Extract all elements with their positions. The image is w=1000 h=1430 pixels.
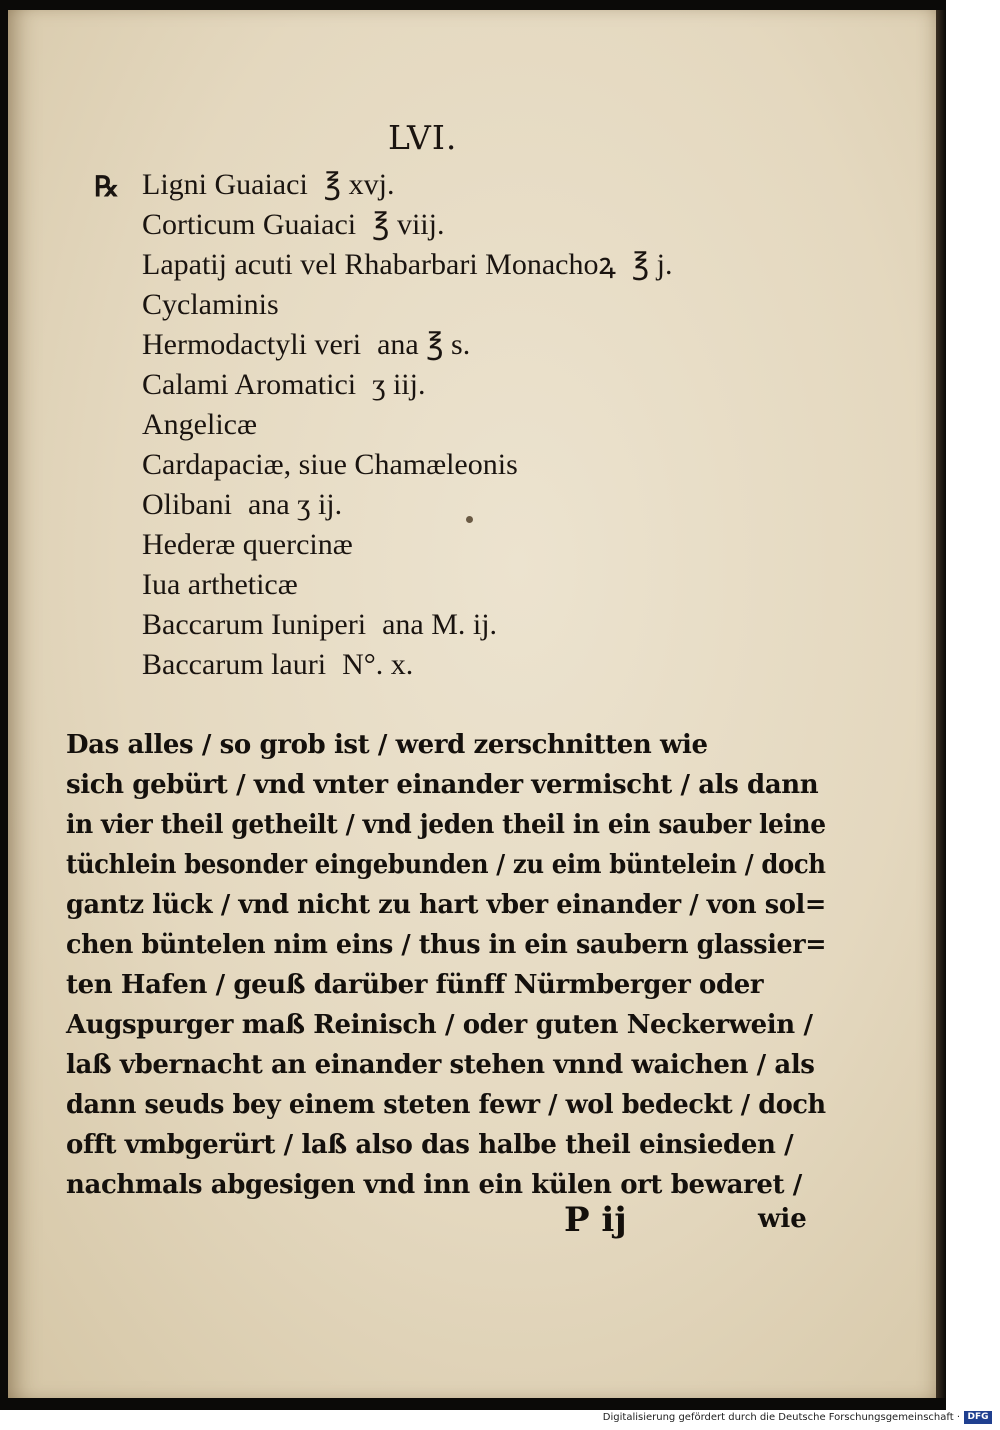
- ingredient-name: Iua artheticæ: [142, 568, 298, 601]
- ingredient-quantity: ana ʒ ij.: [248, 488, 343, 521]
- ingredient-name: Ligni Guaiaci: [142, 168, 308, 201]
- ingredient-name: Baccarum lauri: [142, 648, 327, 681]
- recipe-ingredient-list: [142, 165, 673, 685]
- ingredient-name: Olibani: [142, 488, 232, 521]
- page-edge-shadow: [936, 10, 946, 1398]
- recipe-item: [142, 205, 673, 245]
- recipe-item: [142, 565, 673, 605]
- text-line: ten Hafen / geuß darüber fünff Nürmberger oder: [66, 970, 764, 1000]
- text-line: gantz lück / vnd nicht zu hart vber einander / von sol=: [66, 890, 826, 920]
- ingredient-quantity: N°. x.: [342, 648, 414, 681]
- ingredient-quantity: ℥ viij.: [372, 208, 445, 241]
- recipe-symbol: ℞: [94, 170, 120, 203]
- german-body-text: [66, 725, 826, 1205]
- ingredient-quantity: ana M. ij.: [382, 608, 498, 641]
- text-line: dann seuds bey einem steten fewr / wol bedeckt / doch: [66, 1090, 826, 1120]
- ingredient-name: Baccarum Iuniperi: [142, 608, 367, 641]
- dfg-logo: DFG: [964, 1411, 992, 1424]
- ingredient-name: Calami Aromatici: [142, 368, 357, 401]
- digitization-credit: Digitalisierung gefördert durch die Deutsche Forschungsgemeinschaft ·: [602, 1412, 960, 1423]
- paper-speck: [466, 516, 473, 523]
- recipe-item: [142, 645, 673, 685]
- recipe-item: [142, 405, 673, 445]
- text-line: nachmals abgesigen vnd inn ein külen ort bewaret /: [66, 1170, 802, 1200]
- recipe-item: [142, 285, 673, 325]
- recipe-item: [142, 245, 673, 285]
- ingredient-quantity: ℥ j.: [631, 248, 673, 281]
- text-line: chen büntelen nim eins / thus in ein saubern glassier=: [66, 930, 827, 960]
- text-line: Augspurger maß Reinisch / oder guten Neckerwein /: [66, 1010, 813, 1040]
- text-line: offt vmbgerürt / laß also das halbe theil einsieden /: [66, 1130, 794, 1160]
- ingredient-name: Lapatij acuti vel Rhabarbari Monachoꝝ: [142, 248, 616, 281]
- ingredient-name: Cardapaciæ, siue Chamæleonis: [142, 448, 518, 481]
- recipe-item: [142, 525, 673, 565]
- recipe-item: [142, 365, 673, 405]
- recipe-item: [142, 165, 673, 205]
- text-line: sich gebürt / vnd vnter einander vermischt / als dann: [66, 770, 819, 800]
- ingredient-name: Hederæ quercinæ: [142, 528, 353, 561]
- ingredient-quantity: ℥ xvj.: [323, 168, 395, 201]
- recipe-item: [142, 325, 673, 365]
- text-line: tüchlein besonder eingebunden / zu eim büntelein / doch: [66, 850, 826, 880]
- recipe-item: [142, 485, 673, 525]
- ingredient-quantity: ana ℥ s.: [377, 328, 471, 361]
- ingredient-name: Corticum Guaiaci: [142, 208, 357, 241]
- text-line: laß vbernacht an einander stehen vnnd waichen / als: [66, 1050, 815, 1080]
- catchword: wie: [758, 1204, 807, 1234]
- ingredient-name: Hermodactyli veri: [142, 328, 362, 361]
- recipe-item: [142, 605, 673, 645]
- ingredient-quantity: ʒ iij.: [372, 368, 426, 401]
- recipe-item: [142, 445, 673, 485]
- ingredient-name: Cyclaminis: [142, 288, 279, 321]
- text-line: Das alles / so grob ist / werd zerschnitten wie: [66, 730, 708, 760]
- page-footer: [66, 1200, 826, 1240]
- signature-mark: P ij: [564, 1200, 627, 1240]
- folio-number: LVI.: [388, 118, 458, 157]
- text-line: in vier theil getheilt / vnd jeden theil in ein sauber leine: [66, 810, 826, 840]
- ingredient-name: Angelicæ: [142, 408, 257, 441]
